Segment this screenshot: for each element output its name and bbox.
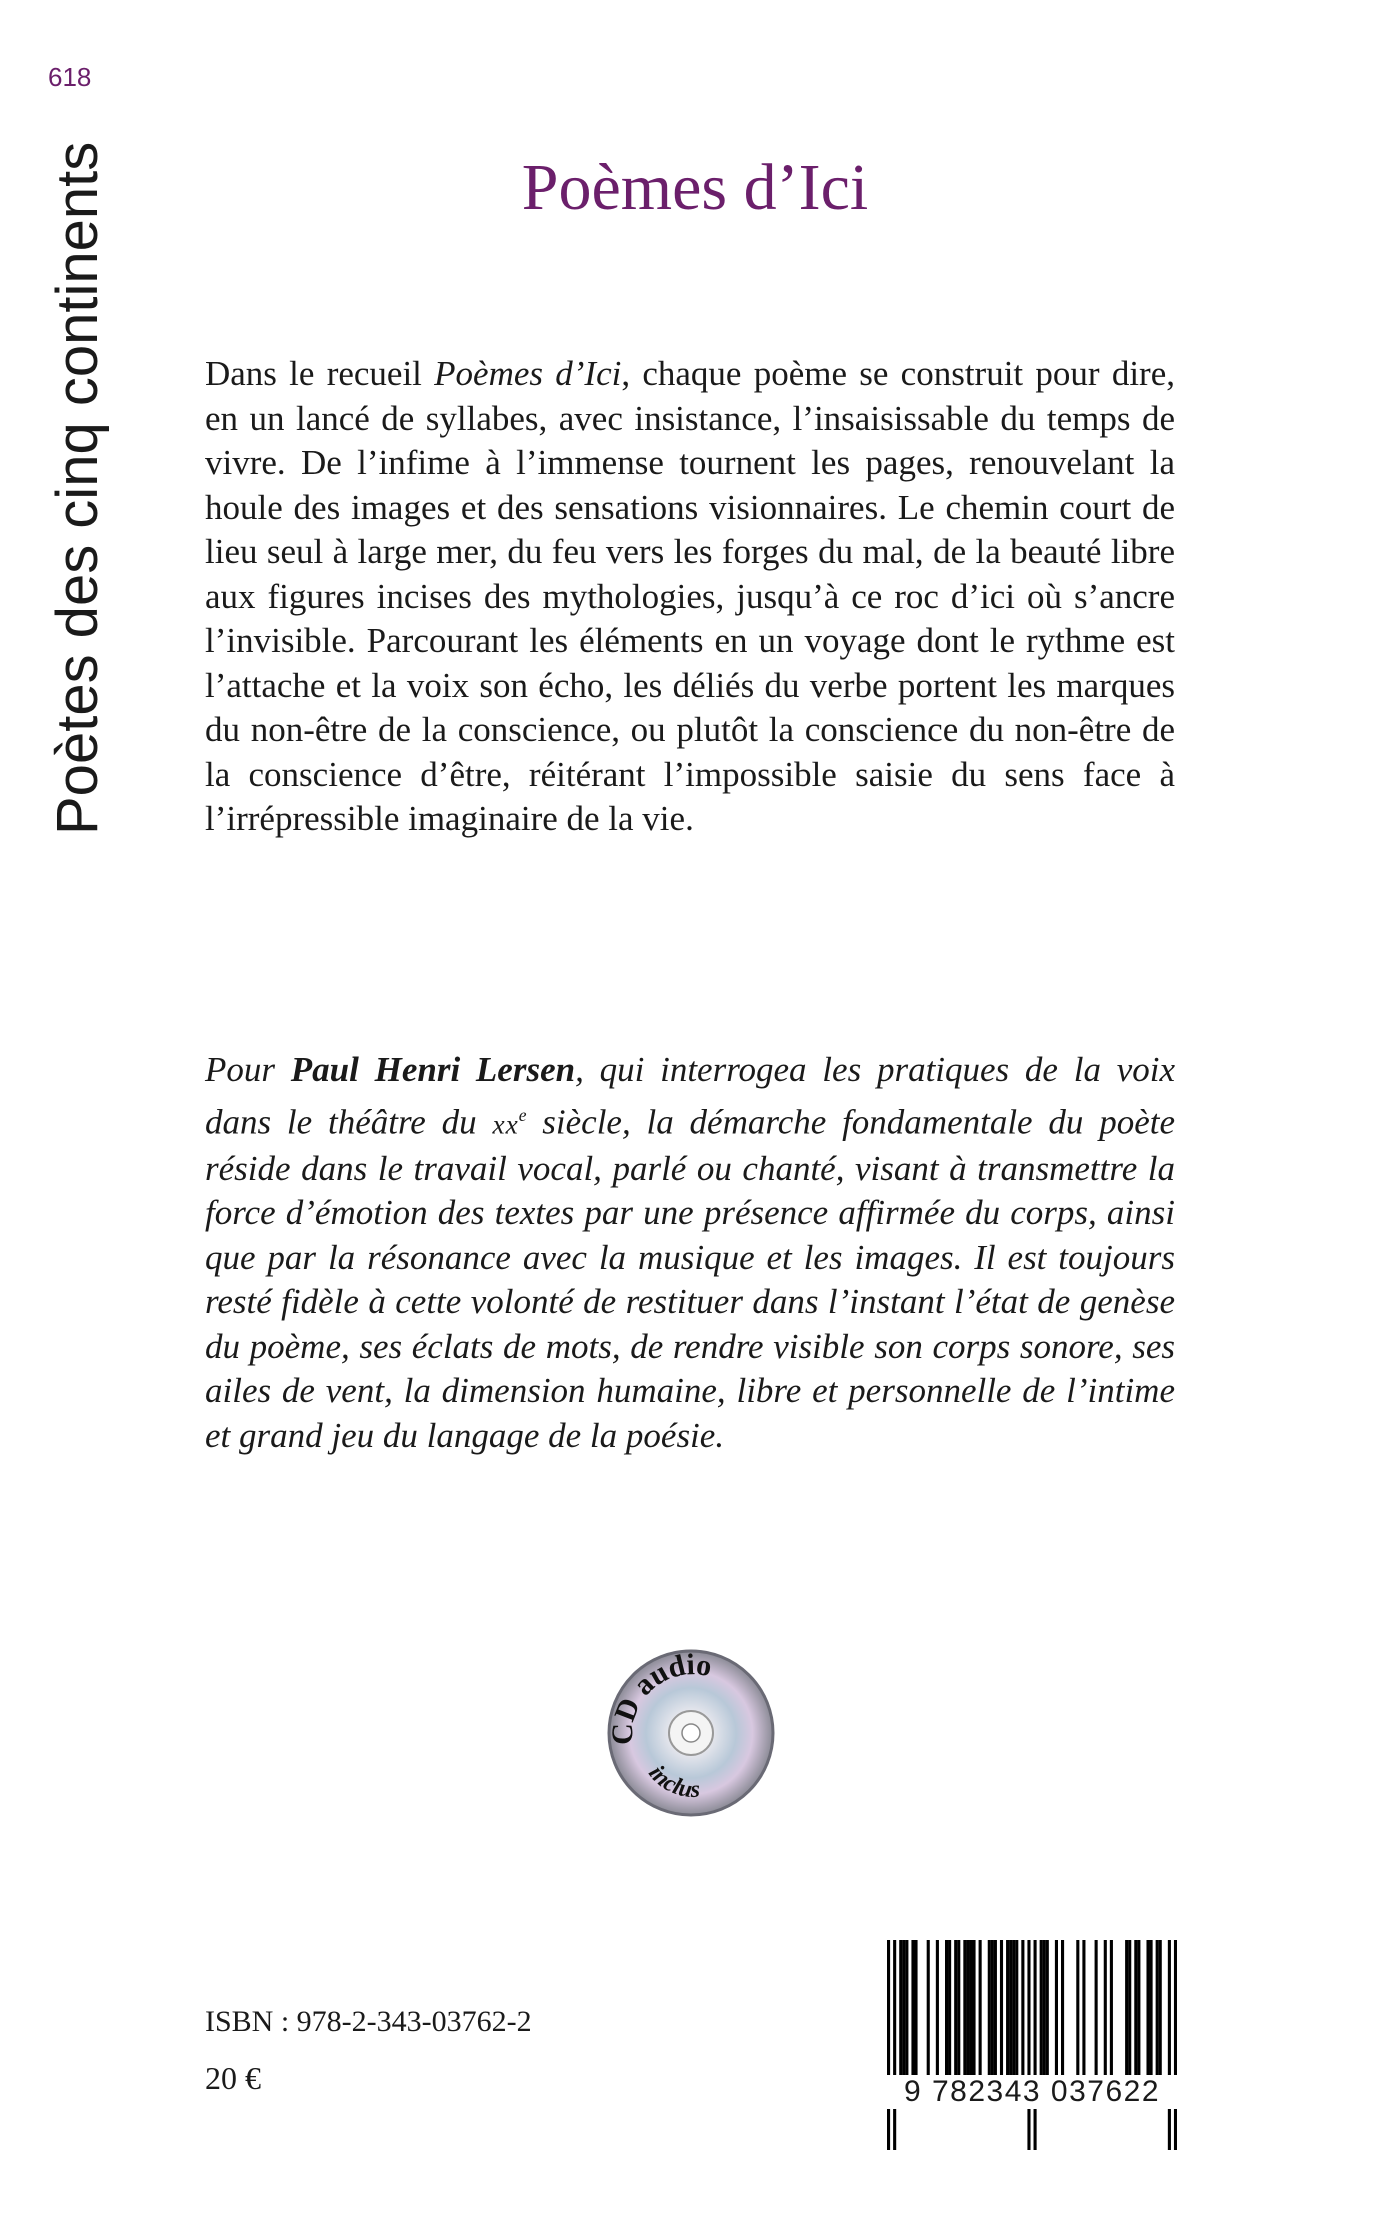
barcode-bar (994, 1940, 997, 2075)
barcode-bar (963, 1940, 966, 2075)
barcode-bar (927, 1940, 930, 2075)
barcode-bar (1104, 1940, 1107, 2075)
isbn: ISBN : 978-2-343-03762-2 (205, 2005, 532, 2038)
barcode-bar (887, 1940, 890, 2150)
bio-part2: siècle, la démarche fondamentale du poète réside dans le travail vocal, parlé ou chanté, visant à transmettre la force d’émotion des textes par une présence affirmée du corps, ainsi que par la résonance avec la musique et les images. Il est toujours resté fidèle à cette volonté de restituer dans l’instant l’état de genèse du poème, ses éclats de mots, de rendre visible son corps sonore, ses ailes de vent, la dimension humaine, libre et personnelle de l’intime et grand jeu du langage de la poésie. (205, 1102, 1176, 1455)
summary-title-italic: Poèmes d’Ici (434, 354, 622, 393)
barcode-bar (1055, 1940, 1058, 2075)
barcode-bar (1000, 1940, 1003, 2075)
barcode-bar (1156, 1940, 1159, 2075)
barcode (887, 1940, 1177, 2150)
cd-badge-line1: CD audio (606, 1648, 715, 1746)
barcode-bar (979, 1940, 982, 2075)
barcode-bar (905, 1940, 908, 2075)
barcode-bar (972, 1940, 975, 2075)
barcode-bar (1006, 1940, 1009, 2075)
bio-prefix: Pour (205, 1050, 291, 1089)
barcode-bar (1021, 1940, 1024, 2075)
author-name: Paul Henri Lersen (290, 1050, 576, 1089)
barcode-bar (1076, 1940, 1079, 2075)
barcode-bar (1012, 1940, 1015, 2075)
barcode-bar (936, 1940, 939, 2075)
barcode-bar (945, 1940, 948, 2075)
barcode-bar (1150, 1940, 1153, 2075)
barcode-bar (893, 1940, 896, 2150)
bio-century: xx (492, 1109, 519, 1140)
barcode-bar (1015, 1940, 1018, 2075)
barcode-bar (1174, 1940, 1177, 2150)
series-number: 618 (48, 62, 92, 92)
barcode-bar (899, 1940, 902, 2075)
price: 20 € (205, 2060, 261, 2096)
barcode-bar (957, 1940, 960, 2075)
barcode-bar (948, 1940, 951, 2075)
barcode-bar (1095, 1940, 1098, 2075)
barcode-bar (1009, 1940, 1012, 2075)
barcode-bar (1027, 1940, 1030, 2150)
bio-century-sup: e (518, 1104, 527, 1125)
summary-intro: Dans le recueil (205, 354, 435, 393)
barcode-bar (1110, 1940, 1113, 2075)
bio-part1: , qui interrogea les pratiques de la voix dans le théâtre du (205, 1050, 1176, 1142)
barcode-bar (1125, 1940, 1128, 2075)
book-title: Poèmes d’Ici (521, 151, 869, 224)
barcode-bar (1137, 1940, 1140, 2075)
barcode-bar (1034, 1940, 1037, 2150)
barcode-bar (1168, 1940, 1171, 2150)
cd-audio-badge (603, 1645, 779, 1821)
barcode-bar (911, 1940, 914, 2075)
barcode-digits: 9 782343 037622 (887, 2075, 1177, 2109)
barcode-bar (966, 1940, 969, 2075)
barcode-bar (991, 1940, 994, 2075)
barcode-bar (1046, 1940, 1049, 2075)
cd-badge-line2: inclus (643, 1760, 701, 1804)
author-bio (205, 1048, 1175, 1458)
barcode-bar (954, 1940, 957, 2075)
barcode-bar (902, 1940, 905, 2075)
summary-text (205, 352, 1175, 842)
barcode-bar (1061, 1940, 1064, 2075)
barcode-bar (1146, 1940, 1149, 2075)
series-title: Poètes des cinq continents (45, 141, 110, 835)
barcode-bar (1082, 1940, 1085, 2075)
barcode-bar (1043, 1940, 1046, 2075)
summary-body: , chaque poème se construit pour dire, en un lancé de syllabes, avec insistance, l’insaisissable du temps de vivre. De l’infime à l’immense tournent les pages, renouvelant la houle des images et des sensations visionnaires. Le chemin court de lieu seul à large mer, du feu vers les forges du mal, de la beauté libre aux figures incises des mythologies, jusqu’à ce roc d’ici où s’ancre l’invisible. Parcourant les éléments en un voyage dont le rythme est l’attache et la voix son écho, les déliés du verbe portent les marques du non-être de la conscience, ou plutôt la conscience du non-être de la conscience d’être, réitérant l’impossible saisie du sens face à l’irrépressible imaginaire de la vie. (205, 354, 1175, 838)
barcode-bar (1159, 1940, 1162, 2075)
barcode-bar (988, 1940, 991, 2075)
barcode-bar (969, 1940, 972, 2075)
barcode-bar (1040, 1940, 1043, 2075)
barcode-bar (1128, 1940, 1131, 2075)
barcode-bar (1134, 1940, 1137, 2075)
barcode-bar (914, 1940, 917, 2075)
